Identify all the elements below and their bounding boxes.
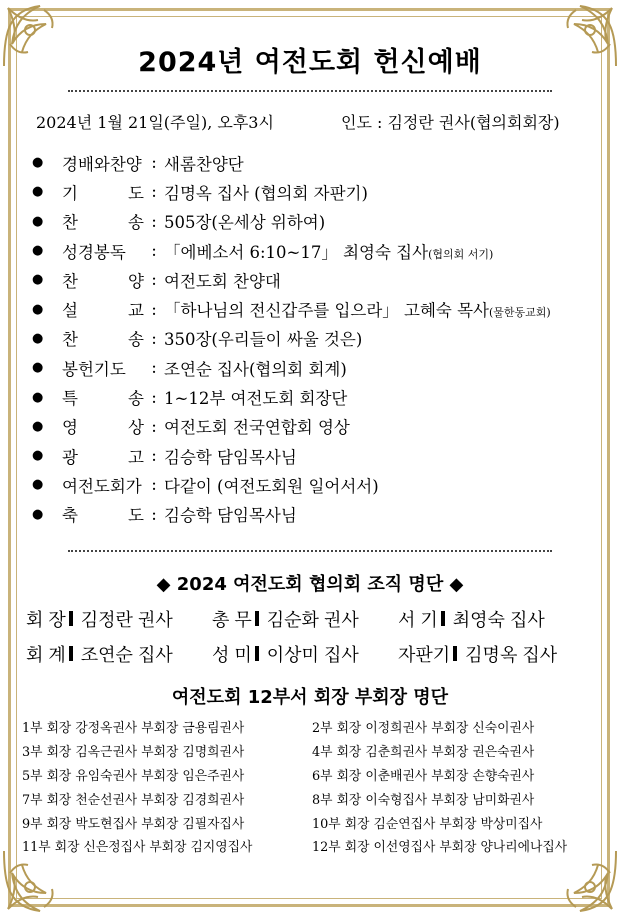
order-item-value xyxy=(164,180,368,204)
department-entry: 1부 회장 강정옥권사 부회장 금용림권사 xyxy=(22,721,245,737)
officer-name: 최영숙 집사 xyxy=(452,609,545,630)
dotted-divider-bottom xyxy=(68,550,552,552)
order-item-label-part: 송 xyxy=(128,330,144,350)
order-item-label xyxy=(62,209,144,233)
officer-separator-mark xyxy=(69,646,73,661)
bullet-icon: ● xyxy=(32,330,44,346)
department-entry: 7부 회장 천순선권사 부회장 김경희권사 xyxy=(22,792,245,808)
department-leaders-list xyxy=(22,715,612,858)
officer-role: 총 무 xyxy=(212,609,252,630)
order-item xyxy=(30,177,600,206)
bullet-icon: ● xyxy=(32,155,44,171)
order-item-colon: : xyxy=(151,358,157,378)
bullet-icon: ● xyxy=(32,272,44,288)
bullet-icon: ● xyxy=(32,448,44,464)
order-item-label-part: 양 xyxy=(128,271,144,291)
bullet-icon: ● xyxy=(32,389,44,405)
order-item-value xyxy=(164,502,297,526)
order-item-label-part: 도 xyxy=(128,183,144,203)
order-item-label-part: 경배와찬양 xyxy=(62,154,142,174)
officer-separator-mark xyxy=(255,646,259,661)
order-item xyxy=(30,382,600,411)
department-row xyxy=(22,786,612,810)
officer-name: 김명옥 집사 xyxy=(465,644,558,665)
order-item-colon: : xyxy=(151,299,157,319)
order-item-text: 505장(온세상 위하여) xyxy=(164,213,326,233)
order-item-colon: : xyxy=(151,182,157,202)
department-entry: 10부 회장 김순연집사 부회장 박상미집사 xyxy=(312,816,543,832)
order-item-label-part: 설 xyxy=(62,301,78,321)
order-item-label-part: 송 xyxy=(128,213,144,233)
order-item xyxy=(30,324,600,353)
order-item-text: 1~12부 여전도회 회장단 xyxy=(164,389,348,409)
order-item-colon: : xyxy=(151,446,157,466)
order-item-label xyxy=(62,502,144,526)
order-item xyxy=(30,294,600,323)
bullet-icon: ● xyxy=(32,506,44,522)
officer-entry xyxy=(26,641,212,667)
order-item-value xyxy=(164,209,325,233)
officer-role: 회 장 xyxy=(26,609,66,630)
order-item-colon: : xyxy=(151,211,157,231)
order-item xyxy=(30,412,600,441)
order-item-label xyxy=(62,414,144,438)
order-item-label xyxy=(62,180,144,204)
officer-name: 김정란 권사 xyxy=(80,609,173,630)
officer-entry xyxy=(212,606,398,632)
officer-name: 조연순 집사 xyxy=(80,644,173,665)
order-item-label-part: 봉헌기도 xyxy=(62,359,126,379)
order-item-value xyxy=(164,326,362,350)
department-entry: 3부 회장 김옥근권사 부회장 김명희권사 xyxy=(22,745,245,761)
order-item xyxy=(30,265,600,294)
officer-entry xyxy=(398,641,598,667)
order-item-label-part: 찬 xyxy=(62,213,78,233)
officer-name: 이상미 집사 xyxy=(266,644,359,665)
officer-separator-mark xyxy=(69,611,73,626)
bullet-icon: ● xyxy=(32,360,44,376)
department-entry: 2부 회장 이정희권사 부회장 신숙이권사 xyxy=(312,721,535,737)
department-row xyxy=(22,763,612,787)
order-item-label xyxy=(62,326,144,350)
order-item-note: (협의회 서기) xyxy=(428,247,494,261)
bullet-icon: ● xyxy=(32,184,44,200)
page-title: 2024년 여전도회 헌신예배 xyxy=(138,47,482,78)
order-item xyxy=(30,148,600,177)
order-item-label-part: 특 xyxy=(62,389,78,409)
bullet-icon: ● xyxy=(32,301,44,317)
department-row xyxy=(22,810,612,834)
order-item xyxy=(30,500,600,529)
order-item-value xyxy=(164,239,493,263)
department-entry: 12부 회장 이선영집사 부회장 양나리에나집사 xyxy=(312,840,568,856)
order-item-value xyxy=(164,473,379,497)
department-entry: 9부 회장 박도현집사 부회장 김필자집사 xyxy=(22,816,245,832)
order-item-colon: : xyxy=(151,416,157,436)
order-item-colon: : xyxy=(151,241,157,261)
officer-role: 서 기 xyxy=(398,609,438,630)
order-item-value xyxy=(164,356,347,380)
order-item-value xyxy=(164,444,297,468)
order-item-colon: : xyxy=(151,475,157,495)
order-item-text: 김승학 담임목사님 xyxy=(164,506,297,526)
order-item-label-part: 교 xyxy=(128,301,144,321)
order-item-colon: : xyxy=(151,270,157,290)
order-item-label-part: 성경봉독 xyxy=(62,242,126,262)
order-item-value xyxy=(164,268,281,292)
order-item xyxy=(30,353,600,382)
order-item-colon: : xyxy=(151,328,157,348)
order-item-colon: : xyxy=(151,504,157,524)
order-item-label xyxy=(62,473,144,497)
order-item-text: 「에베소서 6:10~17」 최영숙 집사 xyxy=(164,242,429,262)
council-officers-table xyxy=(26,601,606,671)
order-item-note: (물한동교회) xyxy=(488,306,551,320)
order-item-label xyxy=(62,385,144,409)
council-roster-title: ◆ 2024 여전도회 협의회 조직 명단 ◆ xyxy=(156,574,464,595)
department-entry: 4부 회장 김춘희권사 부회장 권은숙권사 xyxy=(312,745,535,761)
order-item-label xyxy=(62,444,144,468)
order-item-label xyxy=(62,268,144,292)
dotted-divider-top xyxy=(68,90,552,92)
order-item-value xyxy=(164,151,244,175)
officer-role: 자판기 xyxy=(398,644,451,665)
order-item-text: 여전도회 전국연합회 영상 xyxy=(164,418,350,438)
order-item xyxy=(30,470,600,499)
service-leader: 인도 : 김정란 권사(협의회회장) xyxy=(341,113,560,132)
officer-separator-mark xyxy=(453,646,457,661)
bullet-icon: ● xyxy=(32,213,44,229)
officers-row xyxy=(26,601,606,636)
order-item-label-part: 송 xyxy=(128,389,144,409)
department-entry: 5부 회장 유임숙권사 부회장 임은주권사 xyxy=(22,768,245,784)
order-item-text: 다같이 (여전도회원 일어서서) xyxy=(164,476,379,496)
officer-entry xyxy=(398,606,598,632)
order-item-label xyxy=(62,356,144,380)
officer-separator-mark xyxy=(255,611,259,626)
order-item-label-part: 광 xyxy=(62,447,78,467)
order-item-label-part: 기 xyxy=(62,183,78,203)
order-item-label-part: 찬 xyxy=(62,271,78,291)
officer-separator-mark xyxy=(441,611,445,626)
officer-role: 성 미 xyxy=(212,644,252,665)
department-entry: 11부 회장 신은정집사 부회장 김지영집사 xyxy=(22,840,253,856)
order-item xyxy=(30,207,600,236)
order-item-label-part: 도 xyxy=(128,506,144,526)
order-item-value xyxy=(164,297,551,321)
order-item-colon: : xyxy=(151,153,157,173)
order-item-label xyxy=(62,151,144,175)
order-item-text: 조연순 집사(협의회 회계) xyxy=(164,359,347,379)
order-item-label-part: 찬 xyxy=(62,330,78,350)
order-item-value xyxy=(164,385,347,409)
order-item-text: 여전도회 찬양대 xyxy=(164,271,281,291)
department-entry: 8부 회장 이숙형집사 부회장 남미화권사 xyxy=(312,792,535,808)
order-of-service-list xyxy=(30,148,600,529)
order-item-label-part: 상 xyxy=(128,418,144,438)
order-item-label-part: 축 xyxy=(62,506,78,526)
officers-row xyxy=(26,636,606,671)
order-item-text: 김명옥 집사 (협의회 자판기) xyxy=(164,183,368,203)
order-item-text: 350장(우리들이 싸울 것은) xyxy=(164,330,363,350)
order-item-text: 「하나님의 전신갑주를 입으라」 고혜숙 목사 xyxy=(164,301,489,321)
order-item-label-part: 고 xyxy=(128,447,144,467)
department-roster-title: 여전도회 12부서 회장 부회장 명단 xyxy=(171,687,449,708)
bullet-icon: ● xyxy=(32,418,44,434)
department-row xyxy=(22,739,612,763)
department-row xyxy=(22,834,612,858)
officer-entry xyxy=(212,641,398,667)
department-entry: 6부 회장 이춘배권사 부회장 손향숙권사 xyxy=(312,768,535,784)
order-item-text: 김승학 담임목사님 xyxy=(164,447,297,467)
order-item xyxy=(30,236,600,265)
order-item-value xyxy=(164,414,350,438)
officer-name: 김순화 권사 xyxy=(266,609,359,630)
department-row xyxy=(22,715,612,739)
order-item-colon: : xyxy=(151,387,157,407)
officer-role: 회 계 xyxy=(26,644,66,665)
order-item-label-part: 영 xyxy=(62,418,78,438)
order-item xyxy=(30,441,600,470)
officer-entry xyxy=(26,606,212,632)
service-date: 2024년 1월 21일(주일), 오후3시 xyxy=(36,113,274,132)
order-item-label xyxy=(62,297,144,321)
bullet-icon: ● xyxy=(32,243,44,259)
bullet-icon: ● xyxy=(32,477,44,493)
order-item-text: 새롬찬양단 xyxy=(164,154,244,174)
order-item-label xyxy=(62,239,144,263)
order-item-label-part: 여전도회가 xyxy=(62,476,142,496)
